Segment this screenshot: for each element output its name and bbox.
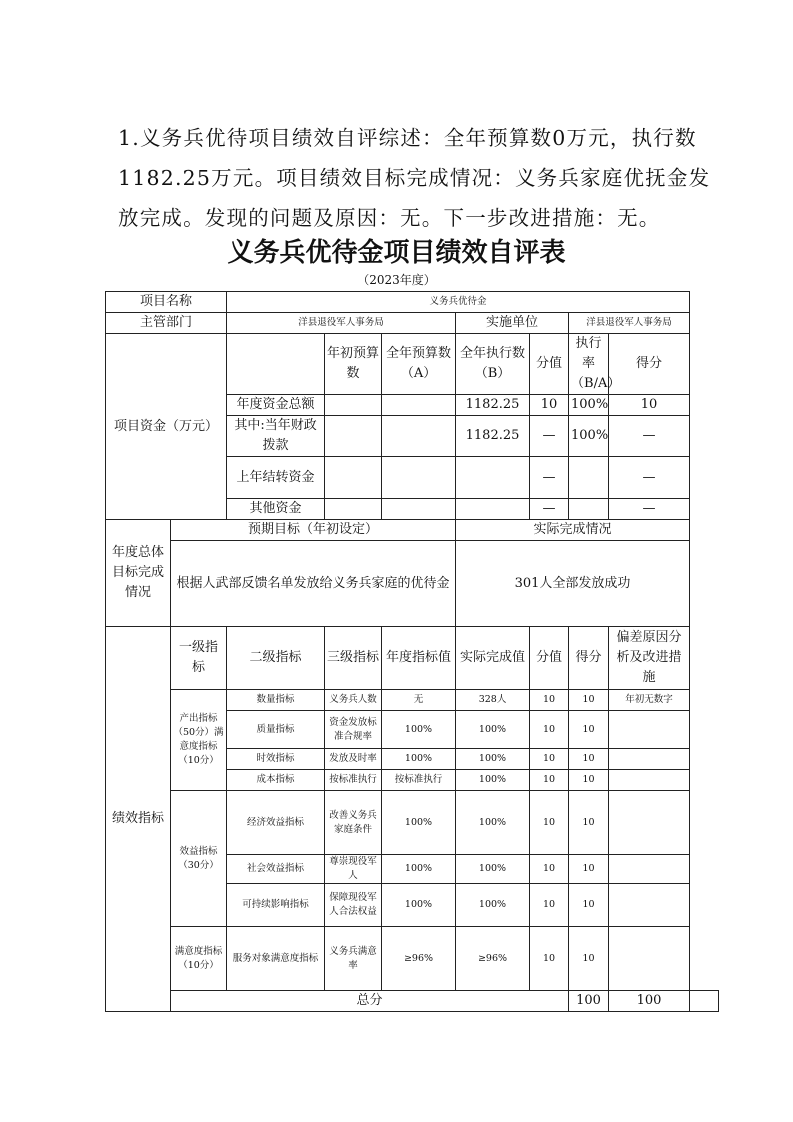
ind-row-level2: 服务对象满意度指标 <box>227 927 325 991</box>
funds-row-executed <box>456 457 530 499</box>
ind-row-actual: 100% <box>456 711 530 749</box>
ind-row-actual: 100% <box>456 791 530 855</box>
ind-row-score-value: 10 <box>530 711 569 749</box>
ind-row-target: 无 <box>382 690 456 711</box>
funds-row-score-value: — <box>530 416 569 457</box>
funds-header-annual: 全年预算数（A） <box>382 334 456 395</box>
funds-row-annual <box>382 395 456 416</box>
total-label: 总分 <box>171 991 569 1012</box>
funds-row-executed: 1182.25 <box>456 395 530 416</box>
ind-level1-satisfaction: 满意度指标（10分） <box>171 927 227 991</box>
funds-header-score-value: 分值 <box>530 334 569 395</box>
ind-row-level2: 社会效益指标 <box>227 855 325 884</box>
ind-row-level3: 按标准执行 <box>325 770 382 791</box>
ind-row-note <box>609 855 690 884</box>
ind-row-level3: 义务兵人数 <box>325 690 382 711</box>
ind-row-note <box>609 927 690 991</box>
ind-row-score-value: 10 <box>530 749 569 770</box>
ind-row-level3: 资金发放标准合规率 <box>325 711 382 749</box>
ind-row-target: 100% <box>382 884 456 927</box>
total-score-value: 100 <box>569 991 609 1012</box>
funds-header-initial: 年初预算数 <box>325 334 382 395</box>
ind-row-score: 10 <box>569 749 609 770</box>
ind-row-score: 10 <box>569 884 609 927</box>
ind-header-actual: 实际完成值 <box>456 627 530 690</box>
dept-label: 主管部门 <box>106 313 227 334</box>
report-year: （2023年度） <box>357 273 436 287</box>
funds-row-rate <box>569 499 609 520</box>
dept-value: 洋县退役军人事务局 <box>227 313 456 334</box>
ind-row-target: 100% <box>382 749 456 770</box>
funds-header-rate: 执行率（B/A） <box>569 334 609 395</box>
funds-row-name: 年度资金总额 <box>227 395 325 416</box>
ind-row-score-value: 10 <box>530 927 569 991</box>
funds-row-initial <box>325 457 382 499</box>
funds-row-score-value: — <box>530 499 569 520</box>
funds-row-score: 10 <box>609 395 690 416</box>
ind-row-target: ≥96% <box>382 927 456 991</box>
funds-row-score: — <box>609 416 690 457</box>
ind-row-score: 10 <box>569 855 609 884</box>
ind-row-actual: 100% <box>456 749 530 770</box>
ind-row-actual: ≥96% <box>456 927 530 991</box>
project-name-label: 项目名称 <box>106 292 227 313</box>
evaluation-table <box>105 291 719 1012</box>
ind-row-actual: 100% <box>456 855 530 884</box>
funds-row-name: 上年结转资金 <box>227 457 325 499</box>
ind-row-level3: 保障现役军人合法权益 <box>325 884 382 927</box>
funds-row-initial <box>325 395 382 416</box>
ind-row-level3: 尊崇现役军人 <box>325 855 382 884</box>
ind-row-score-value: 10 <box>530 884 569 927</box>
impl-unit-value: 洋县退役军人事务局 <box>569 313 690 334</box>
ind-row-score: 10 <box>569 690 609 711</box>
funds-row-initial <box>325 416 382 457</box>
ind-row-level2: 可持续影响指标 <box>227 884 325 927</box>
ind-level1-output: 产出指标（50分）满意度指标（10分） <box>171 690 227 791</box>
ind-row-level2: 成本指标 <box>227 770 325 791</box>
funds-row-name: 其他资金 <box>227 499 325 520</box>
ind-row-target: 按标准执行 <box>382 770 456 791</box>
ind-row-level3: 发放及时率 <box>325 749 382 770</box>
funds-row-annual <box>382 499 456 520</box>
ind-row-note <box>609 884 690 927</box>
ind-row-score-value: 10 <box>530 690 569 711</box>
ind-row-actual: 100% <box>456 884 530 927</box>
ind-header-score: 得分 <box>569 627 609 690</box>
ind-header-level1: 一级指标 <box>171 627 227 690</box>
ind-row-score: 10 <box>569 927 609 991</box>
funds-row-rate: 100% <box>569 395 609 416</box>
funds-row-initial <box>325 499 382 520</box>
ind-row-note <box>609 770 690 791</box>
ind-row-target: 100% <box>382 711 456 749</box>
goals-label: 年度总体目标完成情况 <box>106 520 171 627</box>
funds-row-name: 其中:当年财政拨款 <box>227 416 325 457</box>
ind-row-target: 100% <box>382 855 456 884</box>
funds-row-annual <box>382 416 456 457</box>
funds-row-score: — <box>609 499 690 520</box>
funds-row-rate <box>569 457 609 499</box>
ind-row-score: 10 <box>569 770 609 791</box>
total-note-blank <box>690 991 719 1012</box>
ind-row-note <box>609 749 690 770</box>
goals-expected: 根据人武部反馈名单发放给义务兵家庭的优待金 <box>171 541 456 627</box>
ind-header-level2: 二级指标 <box>227 627 325 690</box>
funds-row-rate: 100% <box>569 416 609 457</box>
ind-row-note <box>609 711 690 749</box>
funds-row-executed <box>456 499 530 520</box>
project-name-value: 义务兵优待金 <box>227 292 690 313</box>
funds-row-score-value: 10 <box>530 395 569 416</box>
ind-row-score-value: 10 <box>530 791 569 855</box>
ind-row-level2: 时效指标 <box>227 749 325 770</box>
goals-expected-header: 预期目标（年初设定） <box>171 520 456 541</box>
ind-header-level3: 三级指标 <box>325 627 382 690</box>
funds-header-executed: 全年执行数（B） <box>456 334 530 395</box>
ind-row-actual: 100% <box>456 770 530 791</box>
funds-row-score-value: — <box>530 457 569 499</box>
ind-level1-benefit: 效益指标（30分） <box>171 791 227 927</box>
ind-row-score: 10 <box>569 711 609 749</box>
impl-unit-label: 实施单位 <box>456 313 569 334</box>
page-title: 义务兵优待金项目绩效自评表 <box>227 238 566 268</box>
funds-label: 项目资金（万元） <box>106 334 227 520</box>
ind-header-note: 偏差原因分析及改进措施 <box>609 627 690 690</box>
ind-row-target: 100% <box>382 791 456 855</box>
goals-actual-header: 实际完成情况 <box>456 520 690 541</box>
goals-actual: 301人全部发放成功 <box>456 541 690 627</box>
ind-row-level2: 数量指标 <box>227 690 325 711</box>
total-score: 100 <box>609 991 690 1012</box>
ind-row-level3: 义务兵满意率 <box>325 927 382 991</box>
ind-row-level3: 改善义务兵家庭条件 <box>325 791 382 855</box>
ind-row-score-value: 10 <box>530 770 569 791</box>
ind-header-target: 年度指标值 <box>382 627 456 690</box>
ind-row-actual: 328人 <box>456 690 530 711</box>
funds-row-score: — <box>609 457 690 499</box>
ind-row-note <box>609 791 690 855</box>
funds-row-executed: 1182.25 <box>456 416 530 457</box>
ind-row-score-value: 10 <box>530 855 569 884</box>
indicators-label: 绩效指标 <box>106 627 171 1012</box>
summary-paragraph: 1.义务兵优待项目绩效自评综述：全年预算数0万元，执行数1182.25万元。项目绩效目标完成情况：义务兵家庭优抚金发放完成。发现的问题及原因：无。下一步改进措施：无。 <box>118 126 711 230</box>
ind-row-note: 年初无数字 <box>609 690 690 711</box>
ind-row-level2: 质量指标 <box>227 711 325 749</box>
funds-header-score: 得分 <box>609 334 690 395</box>
ind-row-level2: 经济效益指标 <box>227 791 325 855</box>
funds-header-blank <box>227 334 325 395</box>
ind-header-score-value: 分值 <box>530 627 569 690</box>
ind-row-score: 10 <box>569 791 609 855</box>
funds-row-annual <box>382 457 456 499</box>
